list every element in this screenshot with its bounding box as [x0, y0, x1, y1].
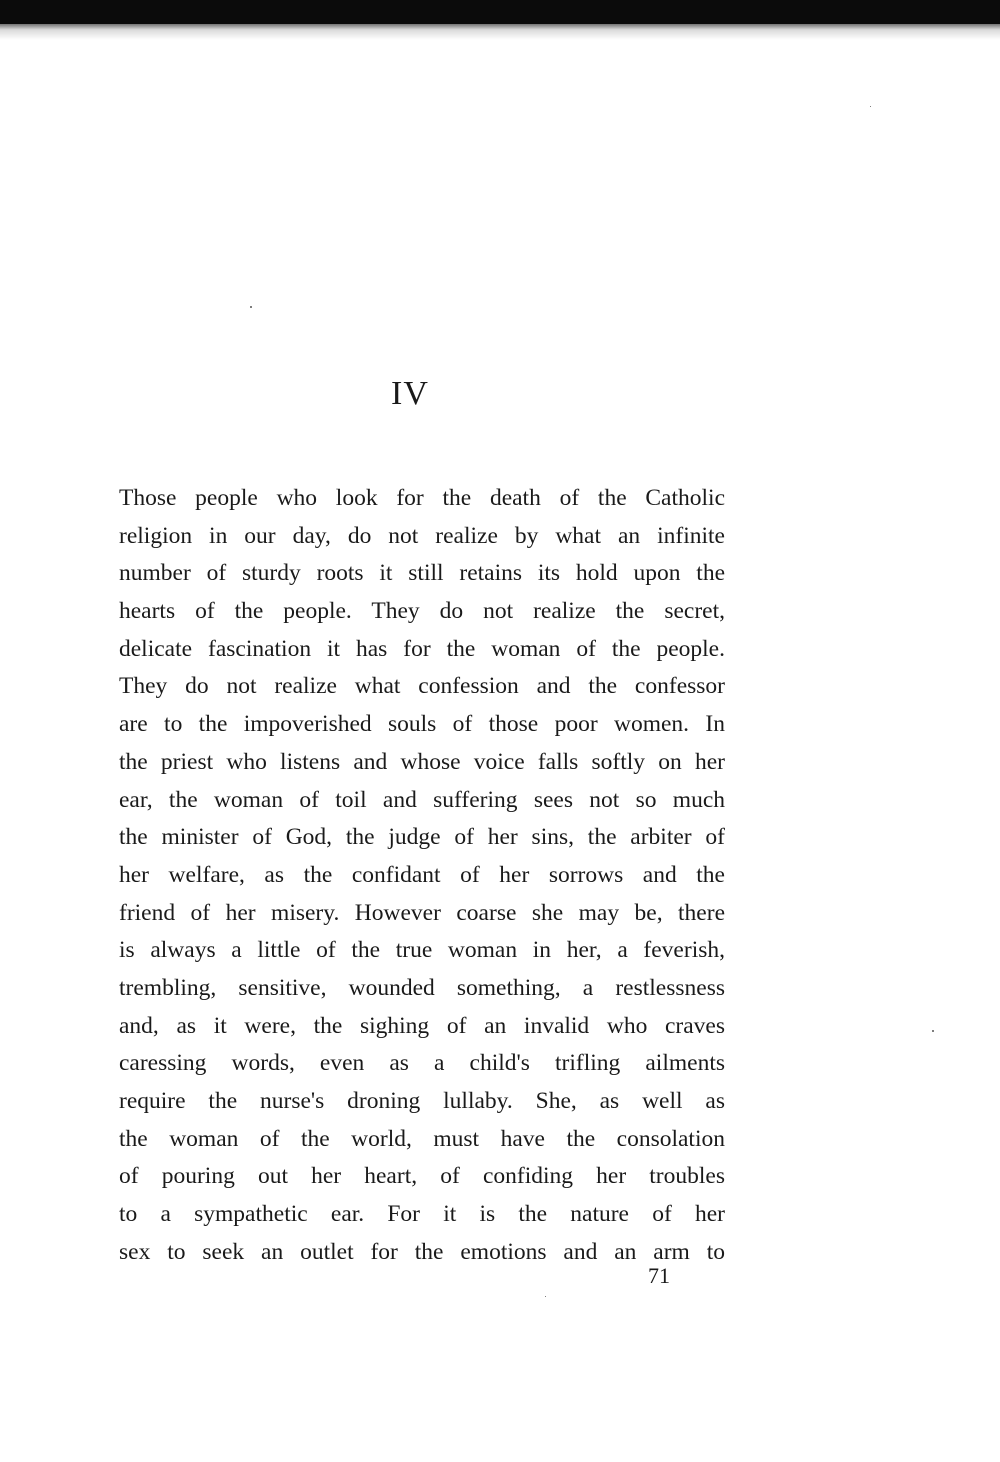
text-line: hearts of the people. They do not realize the secret, — [119, 598, 725, 625]
text-line: require the nurse's droning lullaby. She, as well as — [119, 1088, 725, 1114]
text-line: are to the impoverished souls of those poor women. In — [119, 711, 725, 738]
scan-border-top — [0, 0, 1000, 24]
text-line: religion in our day, do not realize by what an infinite — [119, 522, 725, 549]
page-number: 71 — [648, 1263, 670, 1288]
text-line: Those people who look for the death of the Catholic — [119, 485, 725, 511]
text-line: the minister of God, the judge of her sins, the arbiter of — [119, 824, 725, 851]
scan-speck — [932, 1030, 934, 1032]
text-line: the priest who listens and whose voice falls softly on her — [119, 748, 725, 775]
text-line: number of sturdy roots it still retains its hold upon the — [119, 560, 725, 587]
text-line: is always a little of the true woman in her, a feverish, — [119, 937, 725, 964]
text-line: trembling, sensitive, wounded something, a restlessness — [119, 974, 725, 1001]
text-line: ear, the woman of toil and suffering sees not so much — [119, 786, 725, 813]
text-line: They do not realize what confession and the confessor — [119, 673, 725, 700]
text-line: of pouring out her heart, of confiding her troubles — [119, 1163, 725, 1190]
body-paragraph — [119, 480, 725, 1271]
scan-speck — [545, 1296, 546, 1297]
text-line: delicate fascination it has for the woman of the people. — [119, 635, 725, 662]
chapter-heading: IV — [391, 375, 429, 412]
scan-border-shadow — [0, 24, 1000, 40]
text-line: to a sympathetic ear. For it is the nature of her — [119, 1201, 725, 1228]
text-line: and, as it were, the sighing of an invalid who craves — [119, 1012, 725, 1039]
scan-speck — [250, 306, 252, 308]
text-line: caressing words, even as a child's trifling ailments — [119, 1050, 725, 1077]
scan-speck — [870, 106, 871, 107]
text-line: the woman of the world, must have the consolation — [119, 1125, 725, 1152]
text-line: friend of her misery. However coarse she may be, there — [119, 899, 725, 926]
text-line: her welfare, as the confidant of her sorrows and the — [119, 861, 725, 888]
text-line: sex to seek an outlet for the emotions and an arm to — [119, 1238, 725, 1265]
